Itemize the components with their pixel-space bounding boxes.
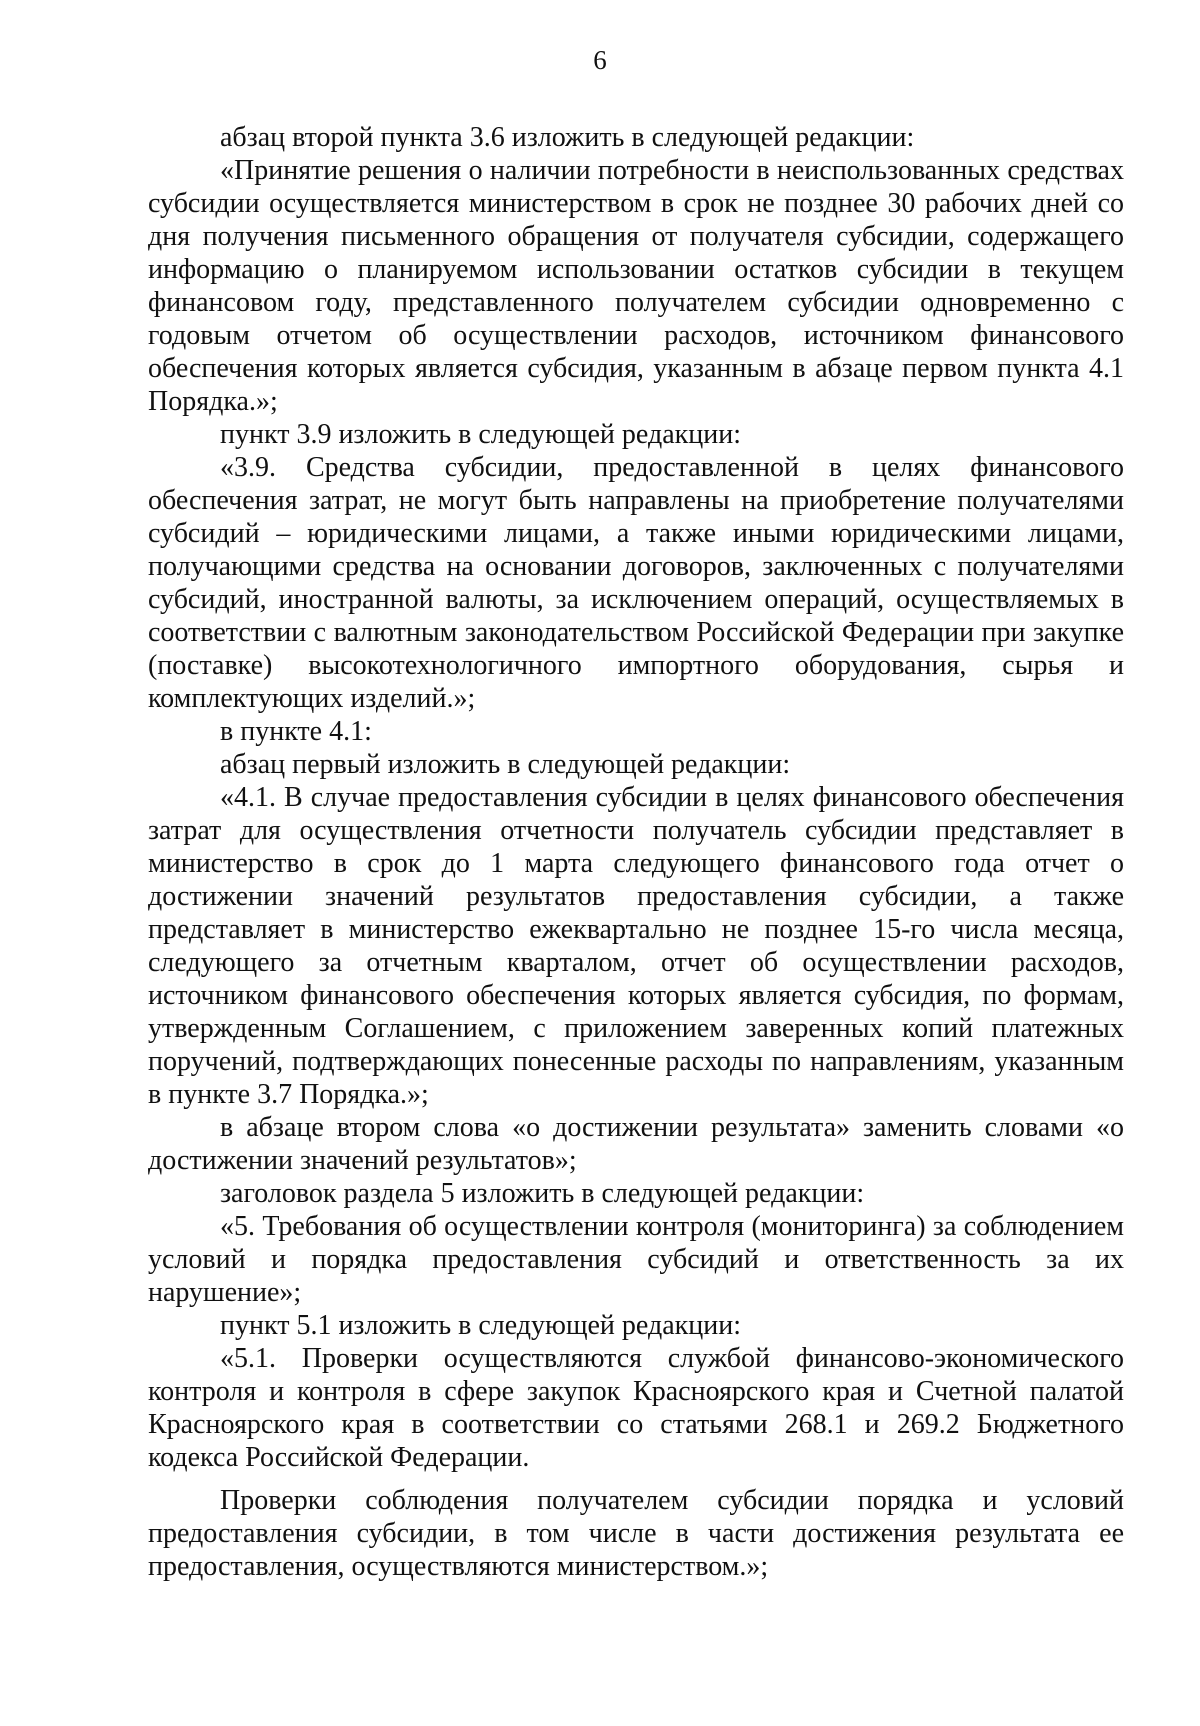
paragraph: абзац второй пункта 3.6 изложить в следующей редакции: <box>220 122 915 153</box>
page-number: 6 <box>593 45 607 75</box>
paragraph: «4.1. В случае предоставления субсидии в целях финансового обеспечения затрат для осуществления отчетности получатель субсидии представляет в министерство в срок до 1 марта следующего финансового года отчет о достижении значений результатов предоставления субсидии, а также представляет в министерство ежеквартально не позднее 15-го числа месяца, следующего за отчетным кварталом, отчет об осуществлении расходов, источником финансового обеспечения которых является субсидия, по формам, утвержденным Соглашением, с приложением заверенных копий платежных поручений, подтверждающих понесенные расходы по направлениям, указанным в пункте 3.7 Порядка.»; <box>148 782 1124 1110</box>
paragraph: заголовок раздела 5 изложить в следующей редакции: <box>220 1178 865 1209</box>
document-body <box>148 121 1124 1583</box>
paragraph: Проверки соблюдения получателем субсидии порядка и условий предоставления субсидии, в том числе в части достижения результата ее предоставления, осуществляются министерством.»; <box>148 1485 1124 1582</box>
paragraph: «5.1. Проверки осуществляются службой финансово-экономического контроля и контроля в сфере закупок Красноярского края и Счетной палатой Красноярского края в соответствии со статьями 268.1 и 269.2 Бюджетного кодекса Российской Федерации. <box>148 1343 1124 1473</box>
paragraph: пункт 3.9 изложить в следующей редакции: <box>220 419 741 450</box>
paragraph: «Принятие решения о наличии потребности в неиспользованных средствах субсидии осуществляется министерством в срок не позднее 30 рабочих дней со дня получения письменного обращения от получателя субсидии, содержащего информацию о планируемом использовании остатков субсидии в текущем финансовом году, представленного получателем субсидии одновременно с годовым отчетом об осуществлении расходов, источником финансового обеспечения которых является субсидия, указанным в абзаце первом пункта 4.1 Порядка.»; <box>148 155 1124 417</box>
paragraph: «5. Требования об осуществлении контроля (мониторинга) за соблюдением условий и порядка предоставления субсидий и ответственность за их нарушение»; <box>148 1211 1124 1308</box>
paragraph: пункт 5.1 изложить в следующей редакции: <box>220 1310 741 1341</box>
paragraph: «3.9. Средства субсидии, предоставленной в целях финансового обеспечения затрат, не могут быть направлены на приобретение получателями субсидий – юридическими лицами, а также иными юридическими лицами, получающими средства на основании договоров, заключенных с получателями субсидий, иностранной валюты, за исключением операций, осуществляемых в соответствии с валютным законодательством Российской Федерации при закупке (поставке) высокотехнологичного импортного оборудования, сырья и комплектующих изделий.»; <box>148 452 1124 714</box>
paragraph: в пункте 4.1: <box>220 716 372 747</box>
paragraph: абзац первый изложить в следующей редакции: <box>220 749 791 780</box>
paragraph: в абзаце втором слова «о достижении результата» заменить словами «о достижении значений результатов»; <box>148 1112 1124 1176</box>
